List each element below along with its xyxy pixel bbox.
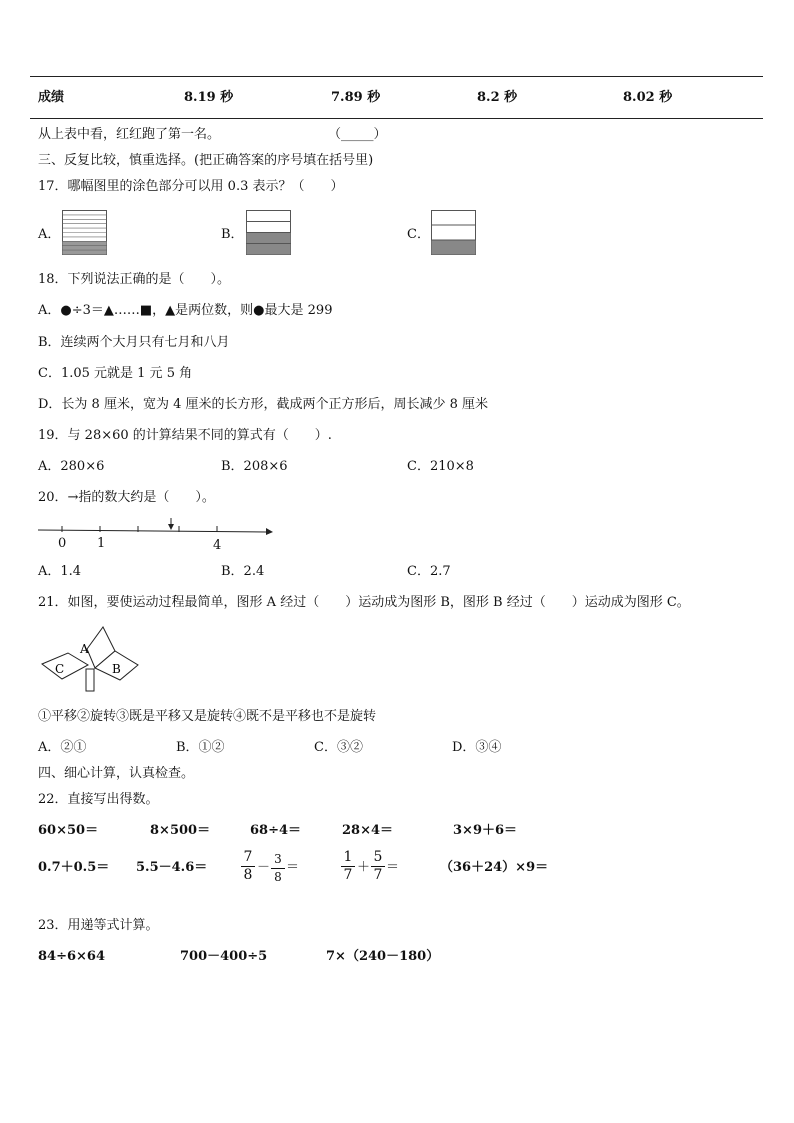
calc-item: 0.7＋0.5＝ (38, 860, 110, 875)
fraction (370, 850, 386, 883)
calc-item: 3×9＋6＝ (453, 823, 518, 838)
tick-label: 4 (213, 538, 222, 553)
table-row-label: 成绩 (38, 90, 65, 105)
question-19-stem: 19．与 28×60 的计算结果不同的算式有（ ）. (38, 428, 332, 443)
equals: ＝ (286, 860, 300, 875)
tick-label: 1 (97, 536, 106, 551)
numerator: 3 (274, 852, 282, 866)
option-label: C． (407, 227, 430, 242)
table-cell: 8.19 秒 (184, 90, 234, 105)
calc-item: 7×（240－180） (326, 949, 440, 964)
calc-item: 60×50＝ (38, 823, 99, 838)
option-c: C．③② (314, 740, 363, 755)
question-20-stem: 20．→指的数大约是（ ）。 (38, 490, 215, 505)
calc-item: 700－400÷5 (180, 949, 268, 964)
operator: ＋ (357, 860, 371, 875)
figure-b-rectangle (246, 210, 292, 256)
option-label: A． (38, 227, 61, 242)
figure-a-striped-rectangle (62, 210, 108, 256)
question-23-stem: 23．用递等式计算。 (38, 918, 159, 933)
denominator: 8 (243, 867, 253, 883)
fraction (240, 850, 256, 883)
shape-label-b: B (112, 662, 121, 676)
calc-item: 68÷4＝ (250, 823, 302, 838)
option-c: C．1.05 元就是 1 元 5 角 (38, 366, 193, 381)
choice-list: ①平移②旋转③既是平移又是旋转④既不是平移也不是旋转 (38, 709, 377, 724)
section-heading: 三、反复比较，慎重选择。(把正确答案的序号填在括号里) (38, 153, 374, 168)
option-a: A．●÷3＝▲……■，▲是两位数，则●最大是 299 (38, 303, 333, 318)
shapes-figure (40, 624, 140, 694)
question-22-stem: 22．直接写出得数。 (38, 792, 159, 807)
fraction (340, 850, 356, 883)
question-18-stem: 18．下列说法正确的是（ ）。 (38, 272, 231, 287)
operator: － (257, 860, 271, 875)
denominator: 7 (343, 867, 353, 883)
option-c: C．2.7 (407, 564, 451, 579)
option-d: D．③④ (452, 740, 502, 755)
numerator: 5 (373, 849, 383, 865)
shape-label-a: A (80, 642, 89, 656)
table-bottom-border (30, 118, 763, 119)
table-cell: 8.2 秒 (477, 90, 518, 105)
down-arrow-icon (168, 518, 174, 530)
option-a: A．1.4 (38, 564, 82, 579)
option-d: D．长为 8 厘米，宽为 4 厘米的长方形，截成两个正方形后，周长减少 8 厘米 (38, 397, 489, 412)
calc-item: 8×500＝ (150, 823, 211, 838)
option-b: B．208×6 (221, 459, 288, 474)
denominator: 7 (373, 867, 383, 883)
option-b: B．①② (176, 740, 225, 755)
option-b: B．2.4 (221, 564, 265, 579)
calc-item: 5.5－4.6＝ (136, 860, 208, 875)
answer-blank[interactable]: （_____） (328, 127, 387, 142)
calc-item: （36＋24）×9＝ (440, 860, 549, 875)
figure-c-rectangle (431, 210, 477, 256)
table-cell: 8.02 秒 (623, 90, 673, 105)
option-b: B．连续两个大月只有七月和八月 (38, 335, 230, 350)
calc-item: 84÷6×64 (38, 949, 106, 964)
section-heading: 四、细心计算，认真检查。 (38, 766, 195, 781)
table-cell: 7.89 秒 (331, 90, 381, 105)
question-21-stem: 21．如图，要使运动过程最简单，图形 A 经过（ ）运动成为图形 B，图形 B 经过（ ）运动成为图形 C。 (38, 595, 690, 610)
option-label: B． (221, 227, 244, 242)
fraction (270, 852, 286, 885)
option-c: C．210×8 (407, 459, 474, 474)
numerator: 1 (343, 849, 353, 865)
question-text: 从上表中看，红红跑了第一名。 (38, 127, 221, 142)
denominator: 8 (274, 870, 282, 884)
numerator: 7 (243, 849, 253, 865)
calc-item: 28×4＝ (342, 823, 394, 838)
number-line (38, 516, 274, 556)
option-a: A．280×6 (38, 459, 105, 474)
table-top-border (30, 76, 763, 77)
equals: ＝ (386, 860, 400, 875)
option-a: A．②① (38, 740, 87, 755)
tick-label: 0 (58, 536, 67, 551)
shape-label-c: C (55, 662, 65, 676)
question-17-stem: 17．哪幅图里的涂色部分可以用 0.3 表示？（ ） (38, 179, 344, 194)
